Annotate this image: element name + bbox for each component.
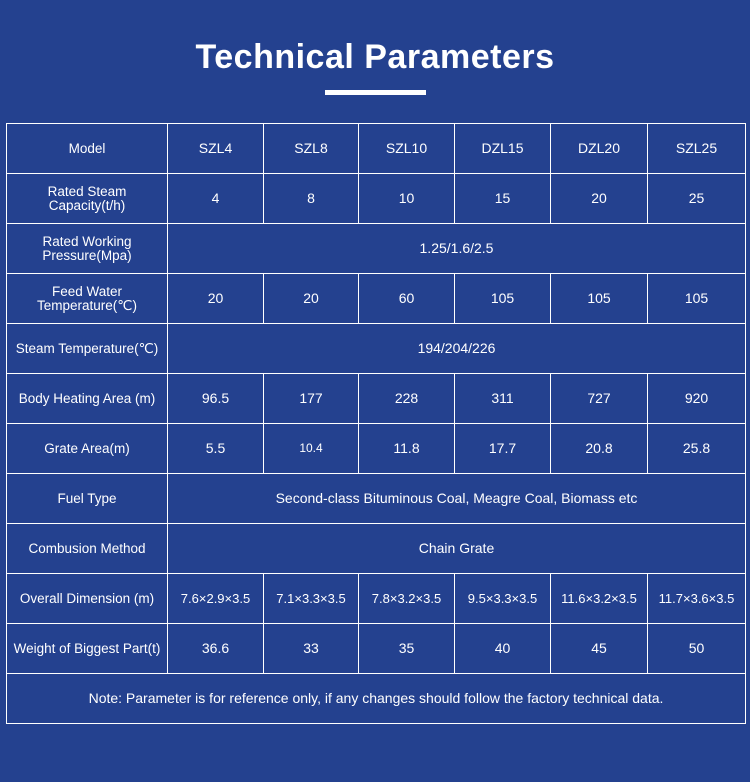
value-cell: 105 xyxy=(455,274,551,324)
value-cell: 35 xyxy=(359,624,455,674)
value-cell: 17.7 xyxy=(455,424,551,474)
row-label: Steam Temperature(℃) xyxy=(7,324,168,374)
value-cell: 10.4 xyxy=(264,424,359,474)
span-value-cell: Second-class Bituminous Coal, Meagre Coal, Biomass etc xyxy=(168,474,746,524)
value-cell: 25.8 xyxy=(648,424,746,474)
row-label: Fuel Type xyxy=(7,474,168,524)
value-cell: 15 xyxy=(455,174,551,224)
value-cell: 105 xyxy=(648,274,746,324)
value-cell: 311 xyxy=(455,374,551,424)
parameters-table xyxy=(6,123,746,724)
value-cell: 20 xyxy=(168,274,264,324)
model-cell: SZL10 xyxy=(359,124,455,174)
table-row xyxy=(7,474,746,524)
value-cell: 8 xyxy=(264,174,359,224)
row-label: Rated Steam Capacity(t/h) xyxy=(7,174,168,224)
table-row xyxy=(7,374,746,424)
value-cell: 11.7×3.6×3.5 xyxy=(648,574,746,624)
value-cell: 10 xyxy=(359,174,455,224)
value-cell: 11.6×3.2×3.5 xyxy=(551,574,648,624)
row-label: Body Heating Area (m) xyxy=(7,374,168,424)
row-label: Weight of Biggest Part(t) xyxy=(7,624,168,674)
value-cell: 7.1×3.3×3.5 xyxy=(264,574,359,624)
table-row xyxy=(7,424,746,474)
model-cell: SZL8 xyxy=(264,124,359,174)
table-row xyxy=(7,174,746,224)
span-value-cell: Chain Grate xyxy=(168,524,746,574)
value-cell: 25 xyxy=(648,174,746,224)
table-row xyxy=(7,224,746,274)
value-cell: 60 xyxy=(359,274,455,324)
value-cell: 727 xyxy=(551,374,648,424)
row-label: Combusion Method xyxy=(7,524,168,574)
value-cell: 50 xyxy=(648,624,746,674)
title-underline xyxy=(325,90,426,95)
value-cell: 177 xyxy=(264,374,359,424)
model-cell: DZL15 xyxy=(455,124,551,174)
value-cell: 7.8×3.2×3.5 xyxy=(359,574,455,624)
value-cell: 45 xyxy=(551,624,648,674)
model-header: Model xyxy=(7,124,168,174)
value-cell: 228 xyxy=(359,374,455,424)
value-cell: 96.5 xyxy=(168,374,264,424)
row-label: Rated Working Pressure(Mpa) xyxy=(7,224,168,274)
value-cell: 920 xyxy=(648,374,746,424)
value-cell: 20.8 xyxy=(551,424,648,474)
note-text: Note: Parameter is for reference only, if any changes should follow the factory technical data. xyxy=(7,674,746,724)
page-title: Technical Parameters xyxy=(195,38,555,76)
model-cell: SZL4 xyxy=(168,124,264,174)
row-label: Grate Area(m) xyxy=(7,424,168,474)
span-value-cell: 194/204/226 xyxy=(168,324,746,374)
model-cell: SZL25 xyxy=(648,124,746,174)
row-label: Feed Water Temperature(℃) xyxy=(7,274,168,324)
table-row xyxy=(7,274,746,324)
table-row xyxy=(7,574,746,624)
row-label: Overall Dimension (m) xyxy=(7,574,168,624)
value-cell: 20 xyxy=(264,274,359,324)
value-cell: 40 xyxy=(455,624,551,674)
model-cell: DZL20 xyxy=(551,124,648,174)
value-cell: 33 xyxy=(264,624,359,674)
note-row xyxy=(7,674,746,724)
table-row xyxy=(7,524,746,574)
value-cell: 9.5×3.3×3.5 xyxy=(455,574,551,624)
value-cell: 11.8 xyxy=(359,424,455,474)
span-value-cell: 1.25/1.6/2.5 xyxy=(168,224,746,274)
value-cell: 36.6 xyxy=(168,624,264,674)
table-row xyxy=(7,324,746,374)
value-cell: 20 xyxy=(551,174,648,224)
table-header-row xyxy=(7,124,746,174)
table-row xyxy=(7,624,746,674)
value-cell: 4 xyxy=(168,174,264,224)
value-cell: 7.6×2.9×3.5 xyxy=(168,574,264,624)
value-cell: 105 xyxy=(551,274,648,324)
value-cell: 5.5 xyxy=(168,424,264,474)
